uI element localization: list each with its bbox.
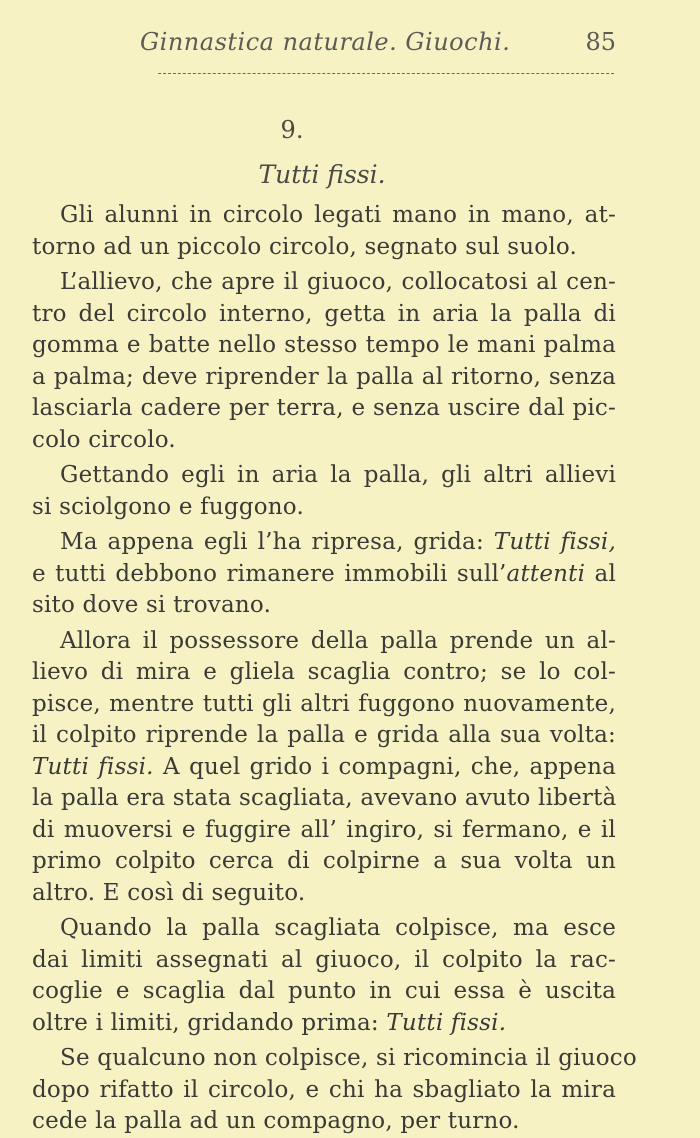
section-title: Tutti fissi. (258, 160, 386, 189)
text-line: si sciolgono e fuggono. (32, 493, 304, 520)
text-line: lasciarla cadere per terra, e senza uscire dal pic- (32, 395, 616, 421)
text-line: colo circolo. (32, 426, 176, 453)
paragraph-7 (32, 1043, 637, 1138)
text-line (32, 752, 616, 784)
text-line: pisce, mentre tutti gli altri fuggono nuovamente, (32, 690, 616, 717)
paragraph-5 (32, 626, 616, 910)
text-line: Quando la palla scagliata colpisce, ma esce (60, 915, 616, 941)
text-run: A quel grido i compagni, che, appena (153, 753, 616, 780)
paragraph-4 (32, 527, 616, 622)
text-line: torno ad un piccolo circolo, segnato sul suolo. (32, 233, 578, 260)
body-text (32, 200, 637, 1138)
italic-run: attenti (506, 560, 586, 587)
text-run: al (585, 560, 616, 587)
text-line: primo colpito cerca di colpirne a sua volta un (32, 848, 616, 874)
text-line: il colpito riprende la palla e grida alla sua volta: (32, 722, 616, 748)
text-line: lievo di mira e gliela scaglia contro; se lo col- (32, 659, 616, 685)
paragraph-3 (32, 460, 616, 523)
text-line: tro del circolo interno, getta in aria la palla di (32, 300, 616, 327)
text-run: oltre i limiti, gridando prima: (32, 1009, 387, 1036)
text-run: e tutti debbono rimanere immobili sull’ (32, 560, 507, 587)
paragraph-2 (32, 267, 616, 456)
text-line: gomma e batte nello stesso tempo le mani palma (32, 332, 616, 358)
italic-run: Tutti fissi. (32, 753, 154, 780)
text-line: la palla era stata scagliata, avevano avuto libertà (32, 785, 617, 811)
text-run: Ma appena egli l’ha ripresa, grida: (60, 529, 494, 555)
italic-run: Tutti fissi, (493, 529, 616, 555)
text-line: Se qualcuno non colpisce, si ricomincia il giuoco (60, 1045, 637, 1071)
text-line: dai limiti assegnati al giuoco, il colpito la rac- (32, 946, 616, 973)
page-number: 85 (585, 28, 616, 56)
text-line (32, 1008, 616, 1040)
text-line: Gettando egli in aria la palla, gli altri allievi (60, 462, 616, 488)
text-line: Gli alunni in circolo legati mano in mano, at- (60, 202, 616, 228)
text-line: altro. E così di seguito. (32, 879, 306, 906)
text-line: L’allievo, che apre il giuoco, collocatosi al cen- (60, 269, 616, 295)
text-line: a palma; deve riprender la palla al ritorno, senza (32, 363, 616, 390)
text-line (32, 559, 616, 591)
text-line: dopo rifatto il circolo, e chi ha sbagliato la mira (32, 1076, 616, 1103)
paragraph-1 (32, 200, 616, 263)
text-line: sito dove si trovano. (32, 592, 272, 618)
section-number: 9. (280, 116, 304, 144)
paragraph-6 (32, 913, 616, 1039)
text-line: Allora il possessore della palla prende un al- (60, 627, 616, 654)
text-line: coglie e scaglia dal punto in cui essa è uscita (32, 978, 616, 1004)
text-line (32, 527, 616, 559)
running-title: Ginnastica naturale. Giuochi. (140, 28, 511, 56)
text-line: cede la palla ad un compagno, per turno. (32, 1108, 520, 1134)
text-line: di muoversi e fuggire all’ ingiro, si fermano, e il (32, 816, 616, 843)
italic-run: Tutti fissi. (386, 1009, 507, 1036)
page-header (0, 26, 700, 62)
header-rule (158, 73, 614, 74)
